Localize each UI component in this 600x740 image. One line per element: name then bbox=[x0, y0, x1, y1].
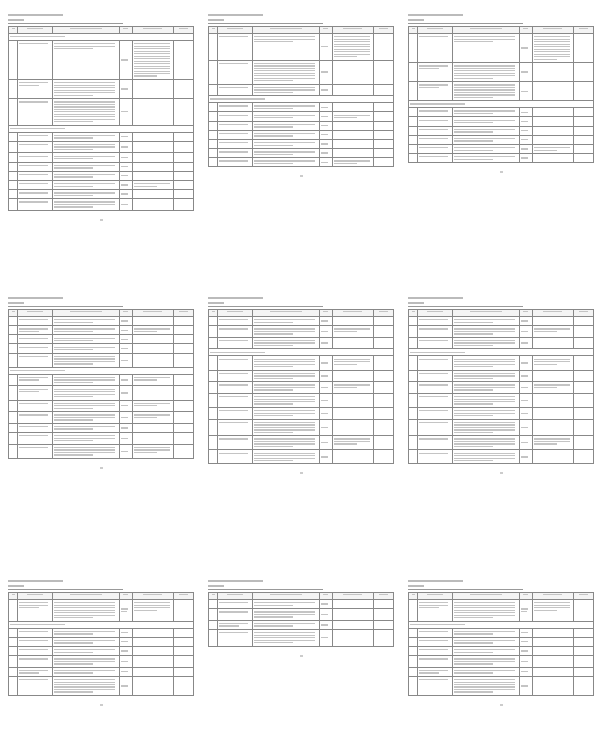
page-header-subtitle bbox=[208, 585, 224, 587]
table-header-row bbox=[209, 593, 394, 600]
table-row bbox=[209, 84, 394, 96]
table-row bbox=[9, 326, 194, 335]
section-row bbox=[409, 349, 594, 356]
requirements-table bbox=[208, 309, 394, 464]
page-number bbox=[300, 472, 303, 474]
table-row bbox=[409, 656, 594, 668]
table-row bbox=[9, 41, 194, 80]
table-row bbox=[209, 436, 394, 450]
table-row bbox=[9, 386, 194, 400]
table-row bbox=[409, 450, 594, 464]
section-row bbox=[209, 96, 394, 103]
requirements-table bbox=[8, 309, 194, 459]
table-row bbox=[209, 600, 394, 609]
table-row bbox=[409, 646, 594, 655]
table-row bbox=[209, 130, 394, 139]
table-row bbox=[209, 121, 394, 130]
page-header-title bbox=[408, 297, 463, 299]
table-row bbox=[409, 637, 594, 646]
table-row bbox=[409, 63, 594, 82]
page-header-title bbox=[408, 14, 463, 16]
table-row bbox=[409, 82, 594, 101]
header-rule bbox=[208, 306, 323, 307]
table-row bbox=[209, 158, 394, 167]
table-row bbox=[409, 317, 594, 326]
page-header-title bbox=[408, 580, 463, 582]
requirements-table bbox=[408, 592, 594, 696]
requirements-table bbox=[8, 26, 194, 211]
table-row bbox=[209, 317, 394, 326]
page-number bbox=[100, 704, 103, 706]
table-row bbox=[209, 407, 394, 419]
page-number bbox=[100, 467, 103, 469]
section-row bbox=[9, 34, 194, 41]
table-row bbox=[9, 79, 194, 98]
table-row bbox=[209, 326, 394, 338]
header-rule bbox=[208, 589, 323, 590]
table-header-row bbox=[409, 310, 594, 317]
page-header-title bbox=[8, 297, 63, 299]
table-row bbox=[9, 628, 194, 637]
page-number bbox=[500, 704, 503, 706]
table-header-row bbox=[209, 27, 394, 34]
page-number bbox=[300, 175, 303, 177]
table-row bbox=[209, 112, 394, 121]
table-row bbox=[409, 436, 594, 450]
table-row bbox=[209, 609, 394, 621]
table-row bbox=[9, 317, 194, 326]
page-header-title bbox=[8, 580, 63, 582]
table-row bbox=[9, 432, 194, 444]
table-row bbox=[9, 99, 194, 126]
table-header-row bbox=[409, 27, 594, 34]
table-row bbox=[9, 353, 194, 367]
table-row bbox=[409, 676, 594, 695]
table-row bbox=[9, 676, 194, 695]
page-number bbox=[500, 171, 503, 173]
requirements-table bbox=[408, 309, 594, 464]
section-row bbox=[409, 101, 594, 108]
table-row bbox=[409, 126, 594, 135]
table-row bbox=[9, 444, 194, 458]
table-row bbox=[9, 412, 194, 424]
table-header-row bbox=[209, 310, 394, 317]
header-rule bbox=[208, 23, 323, 24]
section-row bbox=[209, 349, 394, 356]
table-row bbox=[409, 628, 594, 637]
table-row bbox=[9, 656, 194, 668]
page-header-subtitle bbox=[408, 585, 424, 587]
table-row bbox=[9, 190, 194, 199]
section-row bbox=[9, 367, 194, 374]
table-row bbox=[209, 370, 394, 382]
table-row bbox=[209, 620, 394, 629]
table-row bbox=[9, 199, 194, 211]
table-row bbox=[409, 326, 594, 338]
table-row bbox=[9, 400, 194, 412]
table-header-row bbox=[9, 310, 194, 317]
table-row bbox=[409, 34, 594, 63]
table-row bbox=[9, 141, 194, 153]
table-row bbox=[209, 34, 394, 61]
table-row bbox=[9, 335, 194, 344]
table-row bbox=[409, 337, 594, 349]
page-header-subtitle bbox=[408, 19, 424, 21]
table-row bbox=[9, 646, 194, 655]
table-row bbox=[409, 393, 594, 407]
table-row bbox=[209, 103, 394, 112]
table-row bbox=[9, 423, 194, 432]
table-row bbox=[209, 149, 394, 158]
page-header-subtitle bbox=[8, 19, 24, 21]
requirements-table bbox=[208, 26, 394, 167]
page-number bbox=[500, 472, 503, 474]
table-row bbox=[209, 139, 394, 148]
table-row bbox=[409, 108, 594, 117]
table-row bbox=[9, 344, 194, 353]
page-number bbox=[300, 655, 303, 657]
header-rule bbox=[8, 23, 123, 24]
table-row bbox=[209, 356, 394, 370]
page-header-title bbox=[208, 14, 263, 16]
table-row bbox=[209, 450, 394, 464]
table-row bbox=[9, 667, 194, 676]
table-row bbox=[9, 180, 194, 189]
table-row bbox=[209, 419, 394, 436]
table-row bbox=[9, 637, 194, 646]
table-row bbox=[409, 419, 594, 436]
table-row bbox=[209, 382, 394, 394]
table-header-row bbox=[9, 27, 194, 34]
page-header-subtitle bbox=[408, 302, 424, 304]
table-row bbox=[209, 393, 394, 407]
table-row bbox=[9, 600, 194, 622]
table-row bbox=[409, 356, 594, 370]
table-row bbox=[9, 374, 194, 386]
page-header-subtitle bbox=[8, 585, 24, 587]
table-row bbox=[9, 132, 194, 141]
table-row bbox=[409, 370, 594, 382]
page-header-subtitle bbox=[8, 302, 24, 304]
section-row bbox=[9, 125, 194, 132]
page-header-subtitle bbox=[208, 302, 224, 304]
requirements-table bbox=[8, 592, 194, 696]
section-row bbox=[409, 621, 594, 628]
page-number bbox=[100, 219, 103, 221]
header-rule bbox=[8, 589, 123, 590]
table-row bbox=[409, 667, 594, 676]
page-header-title bbox=[208, 580, 263, 582]
page-header-title bbox=[208, 297, 263, 299]
header-rule bbox=[408, 306, 523, 307]
table-row bbox=[409, 600, 594, 622]
table-row bbox=[9, 162, 194, 171]
table-header-row bbox=[409, 593, 594, 600]
table-header-row bbox=[9, 593, 194, 600]
page-header-title bbox=[8, 14, 63, 16]
table-row bbox=[209, 337, 394, 349]
table-row bbox=[9, 153, 194, 162]
section-row bbox=[9, 621, 194, 628]
table-row bbox=[409, 382, 594, 394]
header-rule bbox=[408, 23, 523, 24]
table-row bbox=[409, 135, 594, 144]
requirements-table bbox=[208, 592, 394, 647]
table-row bbox=[209, 60, 394, 84]
table-row bbox=[409, 144, 594, 153]
table-row bbox=[409, 407, 594, 419]
header-rule bbox=[408, 589, 523, 590]
header-rule bbox=[8, 306, 123, 307]
table-row bbox=[9, 171, 194, 180]
table-row bbox=[409, 154, 594, 163]
table-row bbox=[209, 629, 394, 646]
table-row bbox=[409, 117, 594, 126]
requirements-table bbox=[408, 26, 594, 163]
page-header-subtitle bbox=[208, 19, 224, 21]
